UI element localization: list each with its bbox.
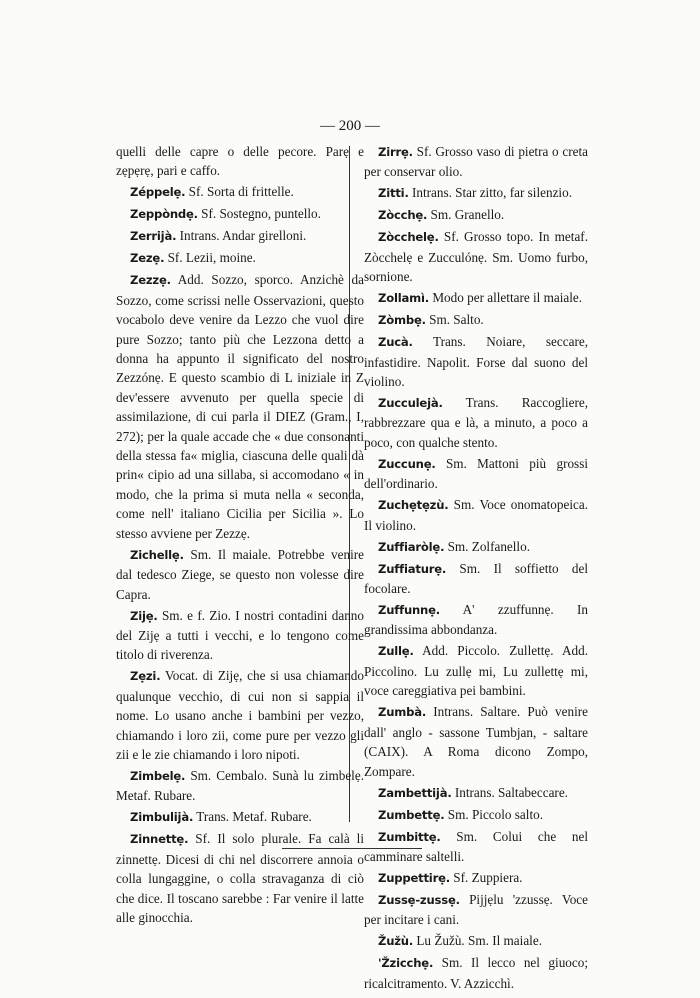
entry-headword: Zuffunnẹ. <box>378 603 440 618</box>
dictionary-entry <box>116 545 364 604</box>
entry-headword: Zitti. <box>378 186 409 201</box>
dictionary-entry <box>116 829 364 927</box>
entry-headword: Zumbà. <box>378 705 427 720</box>
dictionary-entry <box>116 226 364 246</box>
dictionary-entry <box>364 827 588 867</box>
entry-definition: Sf. Zuppiera. <box>449 869 523 885</box>
entry-headword: Zichellẹ. <box>130 547 184 562</box>
entry-headword: Zuffiaturẹ. <box>378 561 447 576</box>
entry-definition: Sf. Grosso topo. In metaf. Zòcchelẹ e Zucculónẹ. Sm. Uomo furbo, sornione. <box>364 229 588 285</box>
entry-headword: Zuppettirẹ. <box>378 870 450 885</box>
entry-headword: Zuchẹtẹzù. <box>378 498 449 513</box>
entry-definition: Vocat. di Zijẹ, che si usa chiamando qualunque vecchio, di cui non si sappia il nome. Lo usano anche i bambini per vezzo, chiamando i loro zii, come pure per vezzo gli zii e le zie chiamando i loro nipoti. <box>116 668 364 762</box>
page-number: — 200 — <box>320 118 380 134</box>
entry-headword: Zumbettẹ. <box>378 807 445 822</box>
dictionary-entry <box>116 807 364 827</box>
entry-definition: Intrans. Star zitto, far silenzio. <box>408 185 572 201</box>
entry-headword: Zullẹ. <box>378 644 414 659</box>
dictionary-entry <box>364 600 588 640</box>
entry-definition: Sm. Zolfanello. <box>444 538 530 554</box>
entry-definition: Sm. Cembalo. Sunà lu zimbelẹ. Metaf. Rubare. <box>116 767 364 804</box>
dictionary-entry <box>364 805 588 825</box>
entry-definition: Sm. e f. Zio. I nostri contadini danno del Zijẹ a tutti i vecchi, e lo tengono come titolo di riverenza. <box>116 607 364 663</box>
end-rule <box>282 848 422 849</box>
entry-definition: Sf. Lezii, moine. <box>164 250 256 266</box>
dictionary-entry <box>364 783 588 803</box>
dictionary-entry <box>364 953 588 993</box>
entry-definition: Lu Žužù. Sm. Il maiale. <box>413 933 542 949</box>
dictionary-entry <box>116 142 364 181</box>
entry-headword: Zòmbẹ. <box>378 313 426 328</box>
entry-definition: quelli delle capre o delle pecore. Parẹ e zẹpẹrẹ, pari e caffo. <box>116 144 364 179</box>
dictionary-entry <box>364 641 588 700</box>
entry-definition: Sm. Piccolo salto. <box>444 806 544 822</box>
dictionary-entry <box>364 142 588 182</box>
entry-headword: Zimbulijà. <box>130 810 194 825</box>
entry-headword: Zuffiaròlẹ. <box>378 539 445 554</box>
entry-headword: Žužù. <box>378 934 414 949</box>
left-column <box>116 142 364 929</box>
entry-headword: 'Žzicchẹ. <box>378 956 434 971</box>
entry-definition: Sm. Salto. <box>425 312 484 328</box>
dictionary-entry <box>116 666 364 764</box>
entry-headword: Zucculejà. <box>378 396 443 411</box>
dictionary-entry <box>364 288 588 308</box>
entry-headword: Zezzẹ. <box>130 273 171 288</box>
entry-definition: Sf. Sorta di frittelle. <box>185 184 294 200</box>
entry-definition: Sm. Voce onomatopeica. Il violino. <box>364 497 588 533</box>
dictionary-entry <box>364 931 588 951</box>
entry-definition: Sf. Il solo plurale. Fa calà li zinnettẹ. Dicesi di chi nel discorrere annoia o colla lungaggine, o colla stravaganza di ciò che dice. Il toscano sarebbe : Far venire il latte alle ginocchia. <box>116 831 364 925</box>
entry-headword: Zéppelẹ. <box>130 185 186 200</box>
entry-headword: Zezẹ. <box>130 251 165 266</box>
dictionary-entry <box>364 205 588 225</box>
entry-definition: Intrans. Saltare. Può venire dall' anglo - sassone Tumbjan, - saltare (CAIX). A Roma dicono Zompo, Zompare. <box>364 704 588 779</box>
right-column <box>364 142 588 995</box>
entry-definition: Modo per allettare il maiale. <box>429 290 583 306</box>
entry-headword: Zucà. <box>378 335 413 350</box>
dictionary-entry <box>364 868 588 888</box>
entry-headword: Zuccunẹ. <box>378 456 436 471</box>
dictionary-entry <box>364 537 588 557</box>
dictionary-entry <box>364 183 588 203</box>
entry-definition: Sf. Grosso vaso di pietra o creta per conservar olio. <box>364 144 588 180</box>
dictionary-entry <box>116 270 364 543</box>
dictionary-entry <box>364 559 588 599</box>
entry-definition: Trans. Noiare, seccare, infastidire. Napolit. Forse dal suono del violino. <box>364 334 588 390</box>
entry-headword: Zinnettẹ. <box>130 832 189 847</box>
dictionary-entry <box>116 182 364 202</box>
entry-headword: Zambettijà. <box>378 785 452 800</box>
entry-headword: Zòcchelẹ. <box>378 230 439 245</box>
dictionary-entry <box>116 766 364 806</box>
dictionary-entry <box>364 702 588 781</box>
entry-headword: Zussẹ-zussẹ. <box>378 892 460 907</box>
entry-definition: Sm. Il lecco nel giuoco; ricalcitramento. V. Azzicchì. <box>364 955 588 991</box>
dictionary-entry <box>364 454 588 494</box>
dictionary-entry <box>364 332 588 391</box>
entry-definition: Sf. Sostegno, puntello. <box>197 206 321 222</box>
entry-definition: Sm. Il maiale. Potrebbe venire dal tedesco Ziege, se questo non volesse dire Capra. <box>116 546 364 602</box>
dictionary-entry <box>364 495 588 535</box>
entry-definition: Trans. Raccogliere, rabbrezzare qua e là, a minuto, a poco a poco, con qualche stento. <box>364 395 588 450</box>
entry-headword: Zirrẹ. <box>378 145 413 159</box>
entry-definition: A' zzuffunnẹ. In grandissima abbondanza. <box>364 602 588 638</box>
entry-definition: Intrans. Saltabeccare. <box>451 784 568 800</box>
dictionary-entry <box>116 606 364 665</box>
entry-definition: Sm. Colui che nel camminare saltelli. <box>364 828 588 864</box>
entry-headword: Zimbelẹ. <box>130 768 186 783</box>
entry-headword: Zẹzi. <box>130 669 161 684</box>
dictionary-entry <box>364 310 588 330</box>
dictionary-entry <box>364 393 588 452</box>
entry-definition: Sm. Granello. <box>427 207 505 223</box>
dictionary-entry <box>364 890 588 930</box>
entry-definition: Trans. Metaf. Rubare. <box>193 809 312 825</box>
entry-headword: Zòcchẹ. <box>378 208 428 223</box>
entry-headword: Zollamì. <box>378 291 430 306</box>
entry-headword: Zeppòndẹ. <box>130 207 198 222</box>
entry-headword: Zerrijà. <box>130 229 177 244</box>
entry-definition: Add. Sozzo, sporco. Anzichè da Sozzo, come scrissi nelle Osservazioni, questo vocabolo deve venire da Lezzo che vuol dire pure Sozzo; tanto più che Lezzona detto a donna ha appunto il significato del nostro Zezzónẹ. E questo scambio di L iniziale in Z dev'essere avvenuto per quella specie di assimilazione, di cui parla il DIEZ (Gram., I, 272); per la quale accade che « due consonanti della stessa fa« miglia, ciascuna delle quali dà prin« cipio ad una sillaba, si accomodano « in modo, che la prima si muta nella « seconda, come nell' italiano Cicilia per Sicilia ». Lo stesso avviene per Zezzẹ. <box>116 272 364 541</box>
entry-definition: Pijjẹlu 'zzussẹ. Voce per incitare i cani. <box>364 891 588 928</box>
dictionary-entry <box>364 227 588 286</box>
entry-headword: Zumbittẹ. <box>378 829 441 844</box>
entry-definition: Intrans. Andar girelloni. <box>176 228 307 244</box>
entry-definition: Sm. Il soffietto del focolare. <box>364 560 588 597</box>
entry-headword: Zijẹ. <box>130 608 158 623</box>
dictionary-entry <box>116 204 364 224</box>
entry-definition: Sm. Mattoni più grossi dell'ordinario. <box>364 455 588 492</box>
entry-definition: Add. Piccolo. Zullettẹ. Add. Piccolino. Lu zullẹ mi, Lu zullettẹ mi, voce careggiativa pei bambini. <box>364 643 588 699</box>
dictionary-entry <box>116 248 364 268</box>
